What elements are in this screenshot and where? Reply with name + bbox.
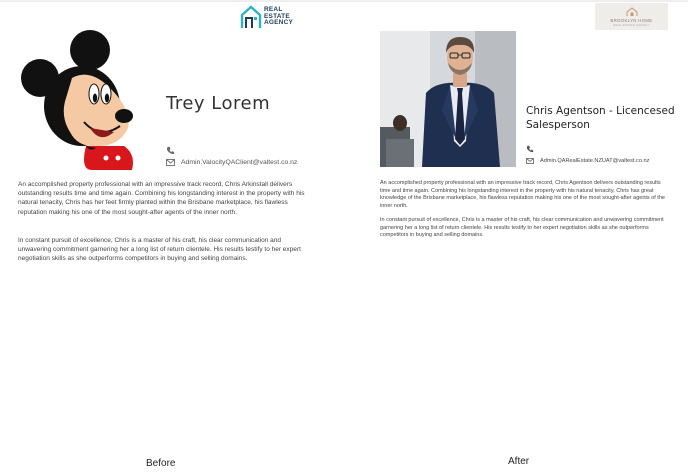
top-divider (0, 0, 688, 2)
logo-tagline: REAL ESTATE AGENCY (613, 22, 650, 27)
before-caption: Before (146, 458, 176, 469)
agent-photo (380, 31, 516, 167)
real-estate-agency-logo (240, 3, 298, 31)
bio-paragraph-2: In constant pursuit of excellence, Chris is a master of his craft, his clear communication and unwavering commitment garnering her a long list of return clientele. His results testify to her expert negotiation skills as she outperforms competitors in buying and selling domains. (380, 217, 664, 238)
bio-paragraph-2: In constant pursuit of excellence, Chris is a master of his craft, his clear communication and unwavering commitment garnering her a long list of return clientele. His results testify to her expert negotiation skills as she outperforms competitors in buying and selling domains. (18, 237, 301, 263)
logo-wordmark: REAL ESTATE AGENCY (264, 6, 294, 27)
after-caption: After (508, 456, 530, 467)
mickey-avatar (20, 28, 140, 170)
agent-email[interactable]: Admin.QARealEstate.NZUAT@valtest.co.nz (540, 158, 650, 164)
phone-icon[interactable] (526, 145, 534, 153)
bio-paragraph-1: An accomplished property professional with an impressive track record, Chris Agentson delivers outstanding results time and time again. Combining his longstanding interest in the property with his natural tenacity, Chris has great knowledge of the Brisbane marketplace, his flawless reputation making his one of the most sought-after agents of the inner north. (380, 180, 665, 209)
agent-email[interactable]: Admin.ValocityQAClient@valtest.co.nz (181, 159, 298, 166)
agent-name: Trey Lorem (166, 93, 271, 114)
logo-wordmark: BROOKLYN HOME (610, 17, 653, 23)
mail-icon[interactable] (166, 159, 175, 166)
bio-paragraph-1: An accomplished property professional with an impressive track record, Chris Arkinstall delivers outstanding results time and time again. Combining his longstanding interest in the property with his natural tenacity, Chris has her feet firmly planted within the Brisbane marketplace, his flawless reputation making his one of the most sought-after agents of the inner north. (18, 181, 305, 216)
house-logo-icon (626, 7, 638, 17)
house-logo-icon (240, 4, 262, 30)
brooklyn-home-logo (595, 3, 668, 30)
phone-icon[interactable] (166, 146, 175, 155)
agent-name: Chris Agentson - Licencesed Salesperson (526, 105, 675, 131)
mail-icon[interactable] (526, 158, 534, 164)
